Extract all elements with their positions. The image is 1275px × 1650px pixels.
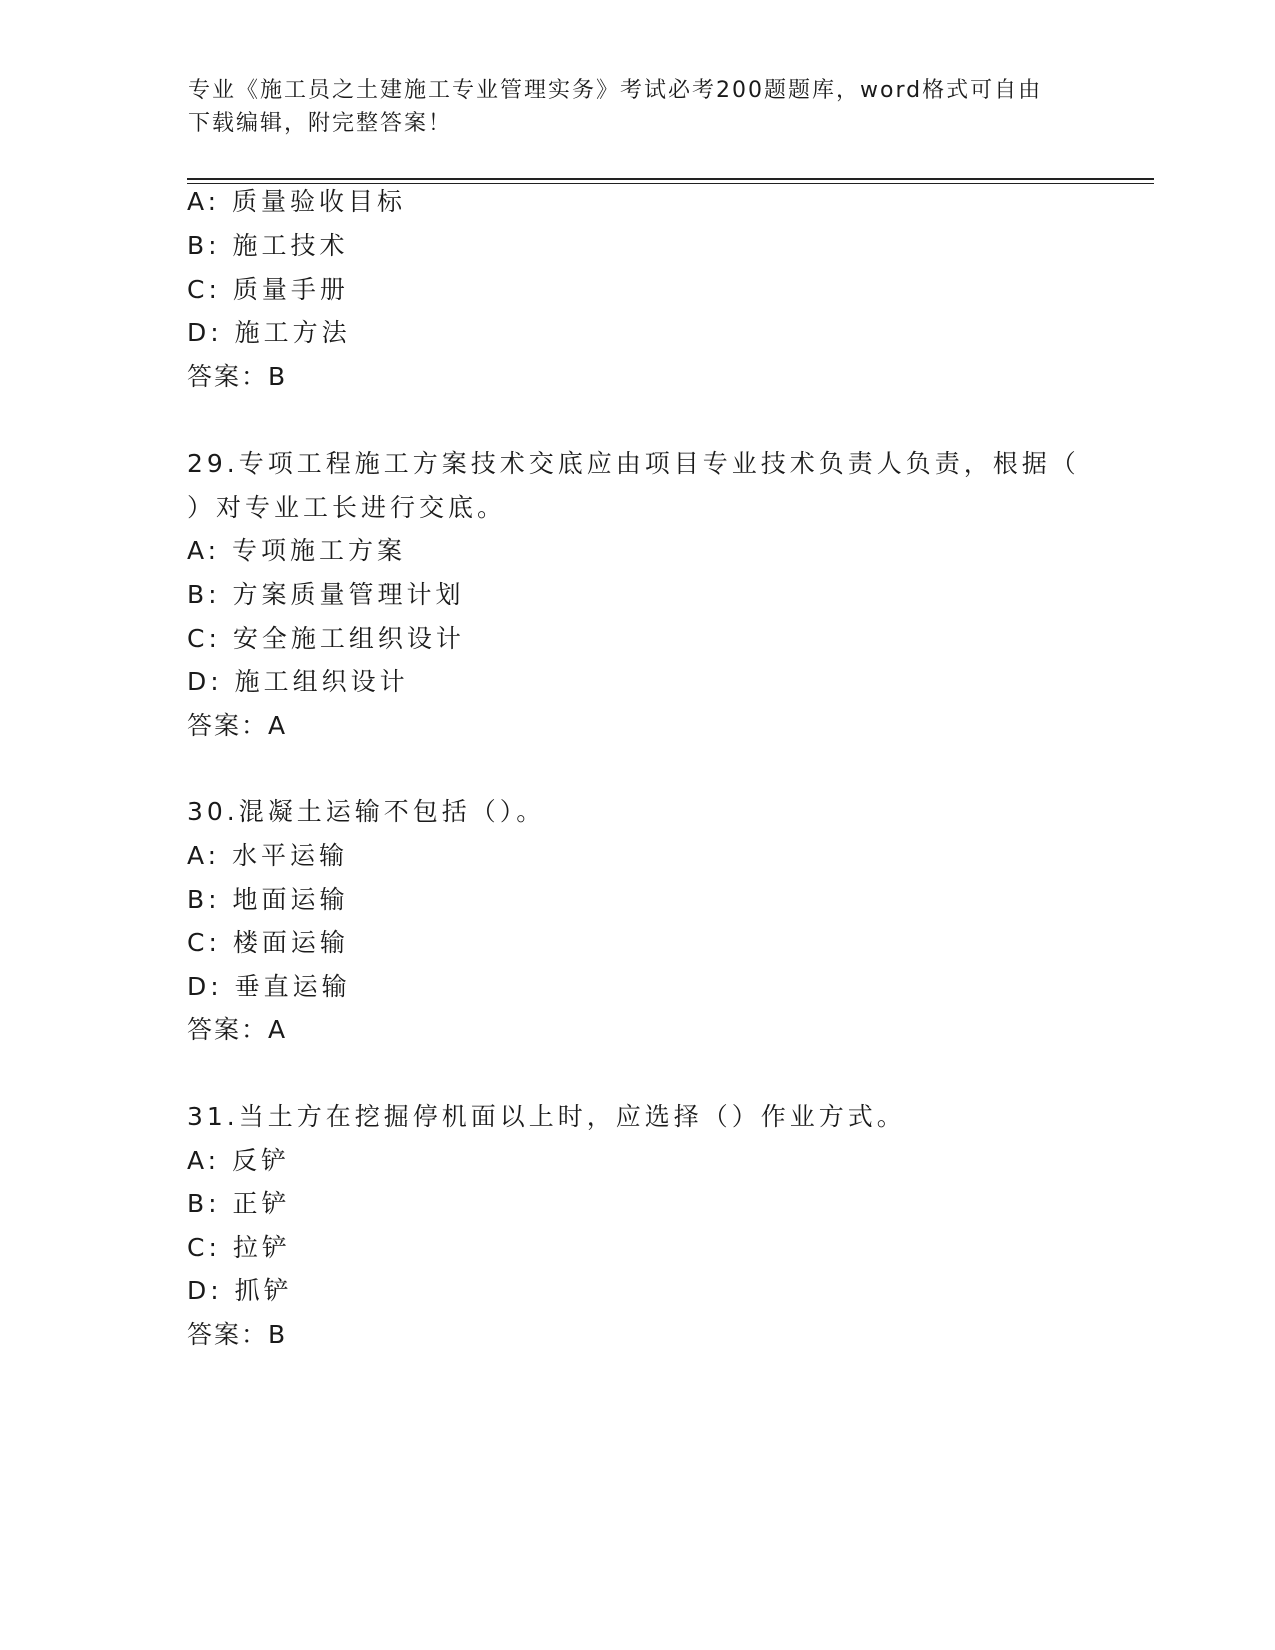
q28-option-d: D: 施工方法: [187, 318, 351, 347]
q30-option-c: C: 楼面运输: [187, 928, 349, 957]
q28-option-b: B: 施工技术: [187, 231, 349, 260]
q31-stem: 31.当土方在挖掘停机面以上时，应选择（）作业方式。: [187, 1102, 906, 1131]
q28-option-c: C: 质量手册: [187, 275, 349, 304]
q29-answer: 答案：A: [187, 711, 288, 740]
header-line-2: 下载编辑，附完整答案！: [188, 111, 453, 136]
q31-option-c: C: 拉铲: [187, 1233, 291, 1262]
q30-option-a: A: 水平运输: [187, 841, 349, 870]
header-line-1: 专业《施工员之土建施工专业管理实务》考试必考200题题库，word格式可自由: [188, 78, 1043, 103]
q31-option-b: B: 正铲: [187, 1189, 291, 1218]
q28-option-a: A: 质量验收目标: [187, 187, 407, 216]
q29-option-d: D: 施工组织设计: [187, 667, 409, 696]
q31-option-d: D: 抓铲: [187, 1276, 293, 1305]
header-divider: [187, 178, 1154, 184]
q29-option-b: B: 方案质量管理计划: [187, 580, 465, 609]
q30-option-b: B: 地面运输: [187, 885, 349, 914]
q30-stem: 30.混凝土运输不包括（）。: [187, 797, 546, 826]
q31-option-a: A: 反铲: [187, 1146, 291, 1175]
q28-answer: 答案：B: [187, 362, 288, 391]
q29-option-c: C: 安全施工组织设计: [187, 624, 465, 653]
q31-answer: 答案：B: [187, 1320, 288, 1349]
q29-stem-line-2: ）对专业工长进行交底。: [187, 493, 507, 522]
q29-stem-line-1: 29.专项工程施工方案技术交底应由项目专业技术负责人负责，根据（: [187, 449, 1080, 478]
document-header: [188, 74, 1068, 140]
q30-answer: 答案：A: [187, 1015, 288, 1044]
q29-option-a: A: 专项施工方案: [187, 536, 407, 565]
q30-option-d: D: 垂直运输: [187, 972, 351, 1001]
